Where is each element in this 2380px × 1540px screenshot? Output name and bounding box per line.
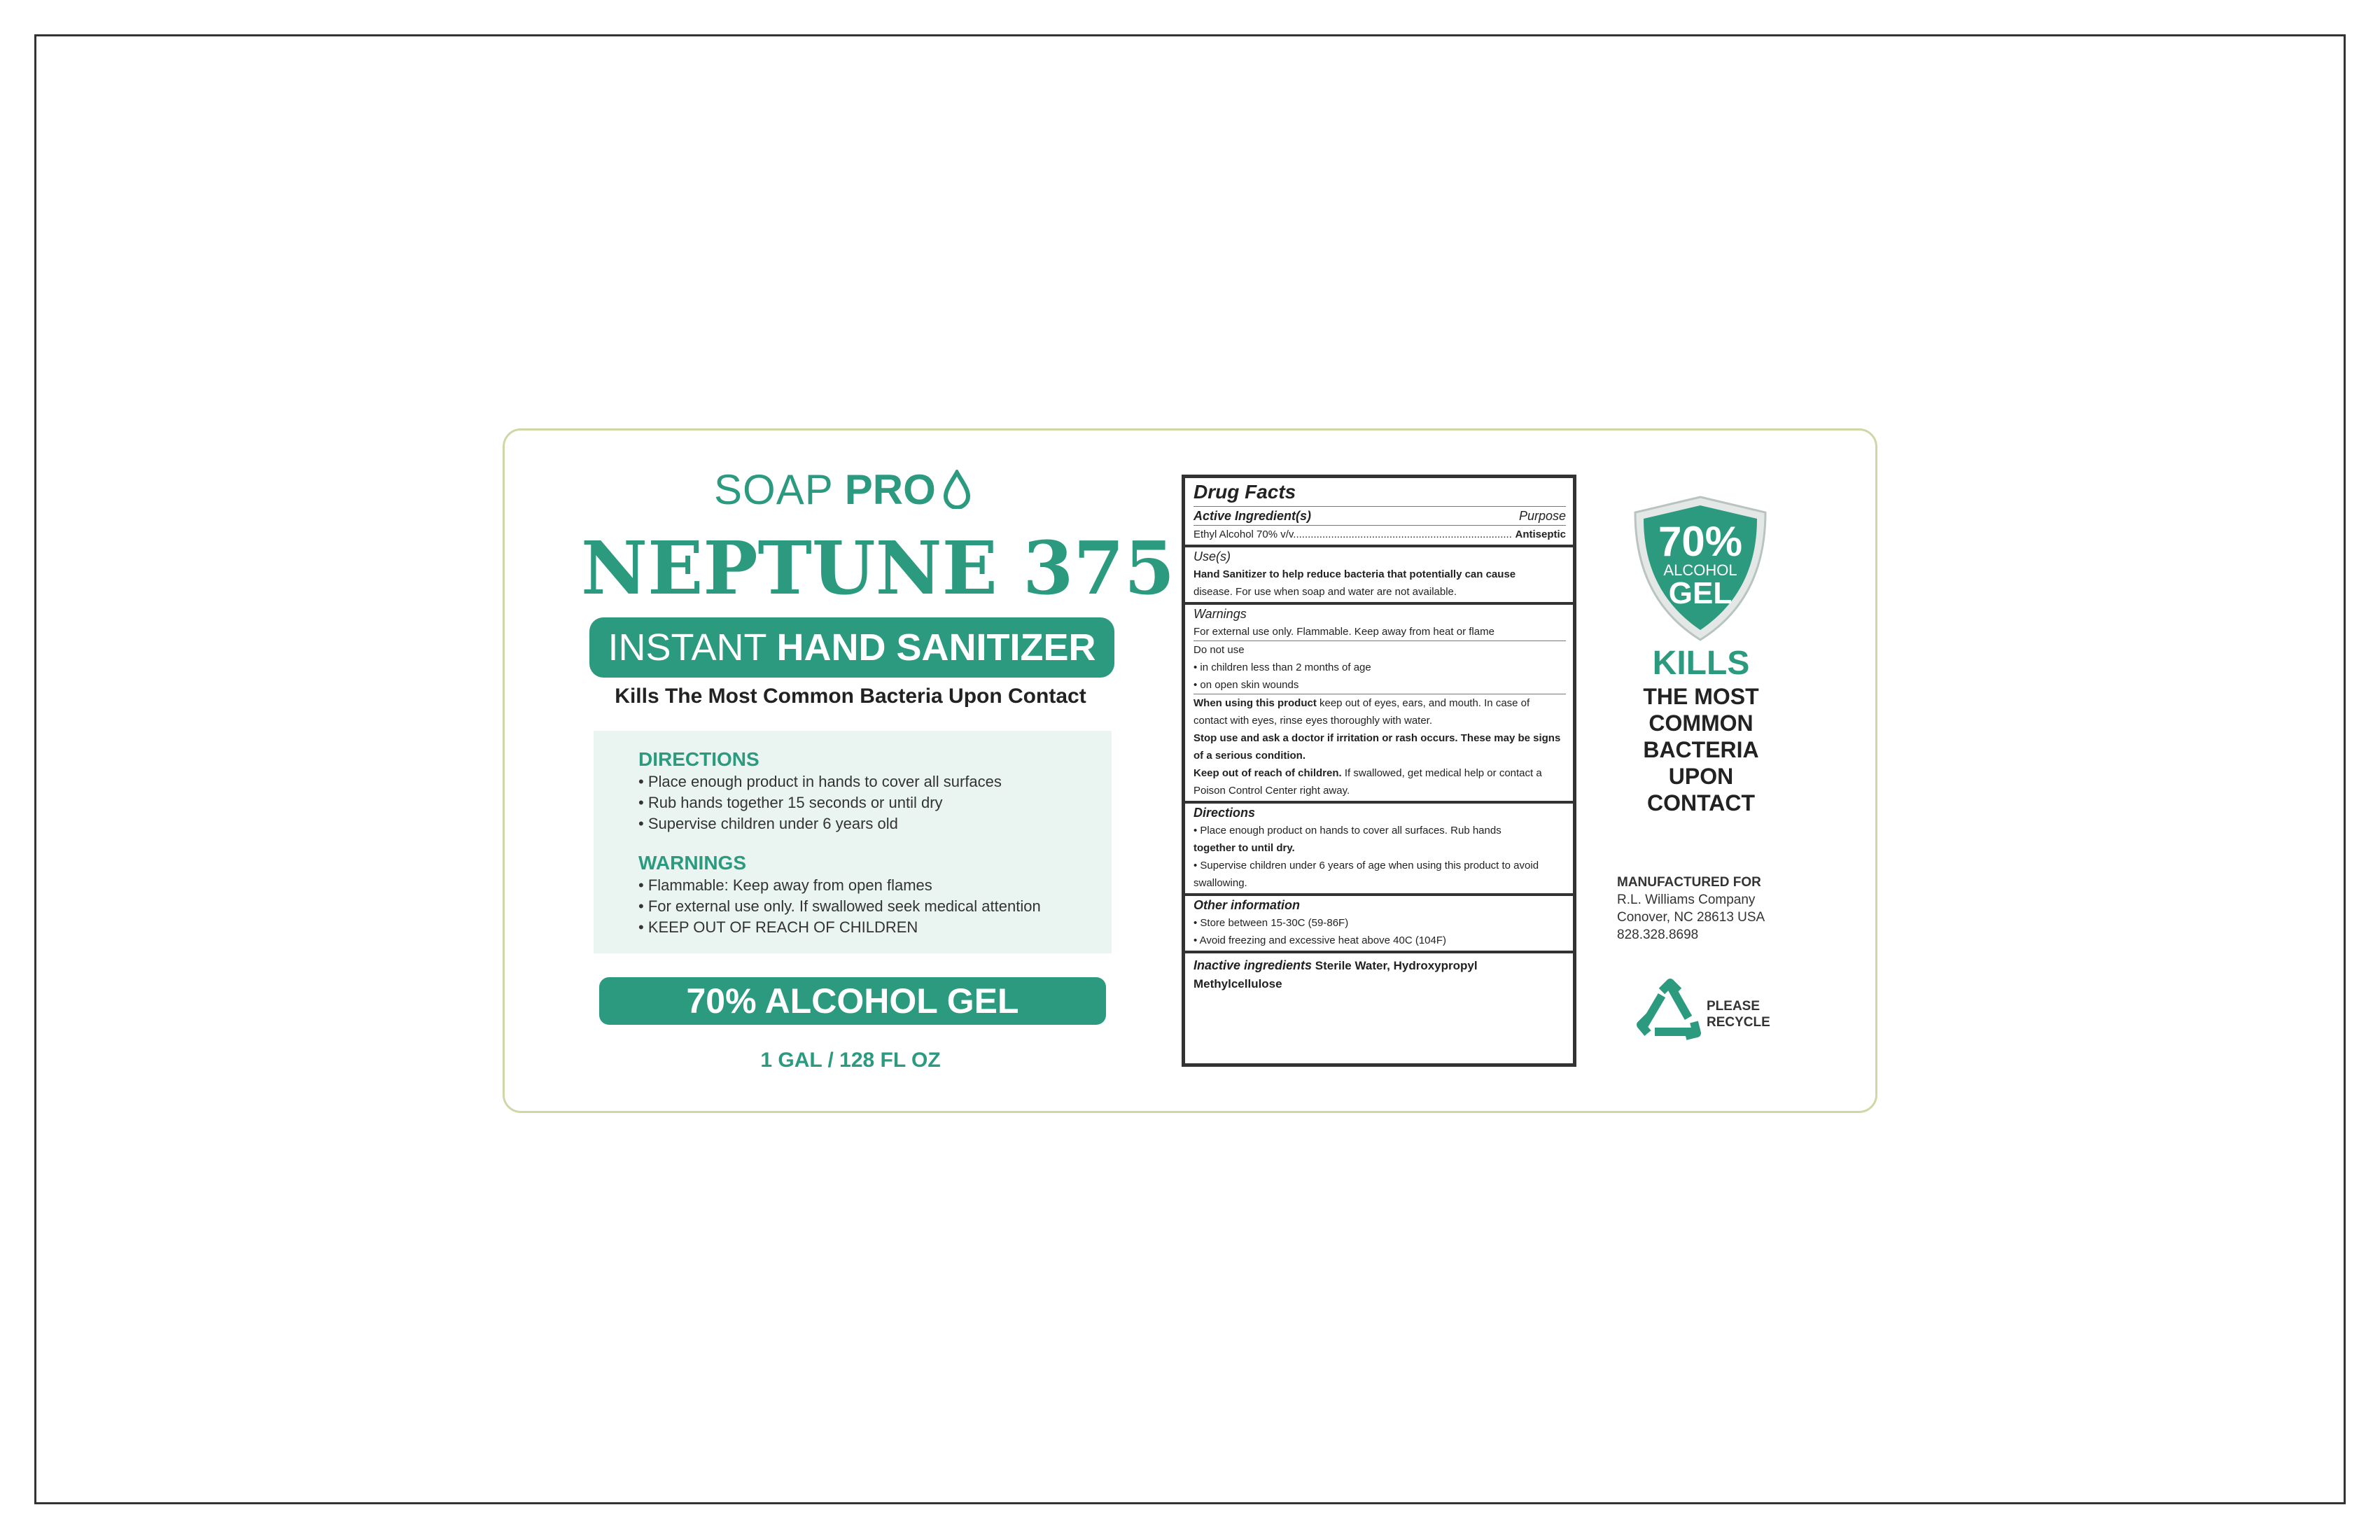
drug-directions-item: • Supervise children under 6 years of age when using this product to avoid swallowing. [1194,860,1539,889]
drug-facts-panel [1182,475,1576,1067]
active-ingredient: Ethyl Alcohol 70% v/v [1194,528,1294,540]
directions-header: Directions [1194,806,1256,820]
kills-line: CONTACT [1646,790,1756,816]
recycle-line2: RECYCLE [1707,1015,1770,1030]
brand-name-bold: PRO [844,465,936,513]
active-ingredient-header: Active Ingredient(s) [1194,509,1312,523]
drug-facts-active-section [1185,478,1573,547]
badge-line1: ALCOHOL [1663,561,1737,579]
brand-name-light: SOAP [714,465,834,513]
when-using-bold: When using this product [1194,697,1317,709]
keep-out-text: If swallowed, get medical help or contact a Poison Control Center right away. [1194,767,1542,797]
drug-facts-directions-section [1185,804,1573,896]
direction-item: • Supervise children under 6 years old [638,815,898,832]
direction-item: • Place enough product in hands to cover all surfaces [638,773,1002,790]
drug-facts-inactive-section [1185,953,1573,995]
kills-claim [1589,644,1813,816]
warnings-header: Warnings [1194,607,1247,621]
manufacturer-header: MANUFACTURED FOR [1617,875,1761,890]
do-not-use: Do not use [1194,640,1566,659]
directions-box [594,731,1112,953]
product-name: NEPTUNE 375 [581,525,1175,611]
stop-use: Stop use and ask a doctor if irritation or rash occurs. These may be signs of a serious condition. [1194,732,1561,762]
drug-facts-warnings-section [1185,605,1573,804]
drug-directions-item: together to until dry. [1194,842,1295,854]
other-information-header: Other information [1194,898,1300,912]
drug-facts-title: Drug Facts [1194,478,1566,507]
water-drop-icon [943,470,971,509]
manufacturer-address: Conover, NC 28613 USA [1617,910,1765,925]
kills-heading: KILLS [1652,645,1750,682]
product-type-light: INSTANT [608,626,767,668]
brand-logo [714,465,971,514]
other-information-item: • Avoid freezing and excessive heat above 40C (104F) [1194,934,1447,946]
kills-line: THE MOST [1643,684,1759,709]
kills-line: UPON [1668,764,1734,789]
purpose-value: Antiseptic [1515,528,1566,540]
product-tagline: Kills The Most Common Bacteria Upon Contact [615,685,1086,708]
recycle-icon [1634,979,1707,1051]
purpose-header: Purpose [1518,509,1566,523]
when-using-text: keep out of eyes, ears, and mouth. In case of contact with eyes, rinse eyes thoroughly with water. [1194,697,1530,727]
manufacturer-name: R.L. Williams Company [1617,892,1756,907]
warning-item: • Flammable: Keep away from open flames [638,876,932,894]
inactive-ingredients-text: Sterile Water, Hydroxypropyl Methylcellulose [1194,959,1478,990]
alcohol-gel-banner: 70% ALCOHOL GEL [599,977,1106,1025]
uses-text-bold: Hand Sanitizer to help reduce bacteria that potentially can cause [1194,568,1516,580]
drug-facts-uses-section [1185,547,1573,605]
do-not-use-item: • on open skin wounds [1194,679,1299,691]
directions-title: DIRECTIONS [638,748,760,770]
kills-line: COMMON [1648,710,1754,736]
manufacturer-phone: 828.328.8698 [1617,927,1699,942]
product-type-banner [589,617,1114,678]
alcohol-shield-badge [1630,494,1771,643]
warnings-line: For external use only. Flammable. Keep away from heat or flame [1194,626,1494,638]
direction-item: • Rub hands together 15 seconds or until dry [638,794,943,811]
do-not-use-item: • in children less than 2 months of age [1194,662,1371,673]
inactive-ingredients-header: Inactive ingredients [1194,958,1312,972]
uses-text: disease. For use when soap and water are not available. [1194,586,1457,598]
drug-facts-other-section [1185,896,1573,953]
other-information-item: • Store between 15-30C (59-86F) [1194,917,1349,929]
badge-percent: 70% [1658,518,1743,565]
warning-item: • KEEP OUT OF REACH OF CHILDREN [638,918,918,936]
warning-item: • For external use only. If swallowed seek medical attention [638,897,1041,915]
badge-line2: GEL [1668,576,1732,610]
recycle-label [1707,998,1770,1030]
kills-line: BACTERIA [1643,737,1759,762]
uses-header: Use(s) [1194,550,1231,564]
recycle-line1: PLEASE [1707,999,1760,1014]
warnings-title: WARNINGS [638,852,746,874]
drug-directions-item: • Place enough product on hands to cover all surfaces. Rub hands [1194,825,1502,836]
volume-label: 1 GAL / 128 FL OZ [760,1049,941,1072]
manufacturer-info [1617,874,1765,944]
product-type-bold: HAND SANITIZER [776,626,1096,668]
active-dots: ........................................................................... [1293,528,1512,540]
keep-out-bold: Keep out of reach of children. [1194,767,1342,779]
